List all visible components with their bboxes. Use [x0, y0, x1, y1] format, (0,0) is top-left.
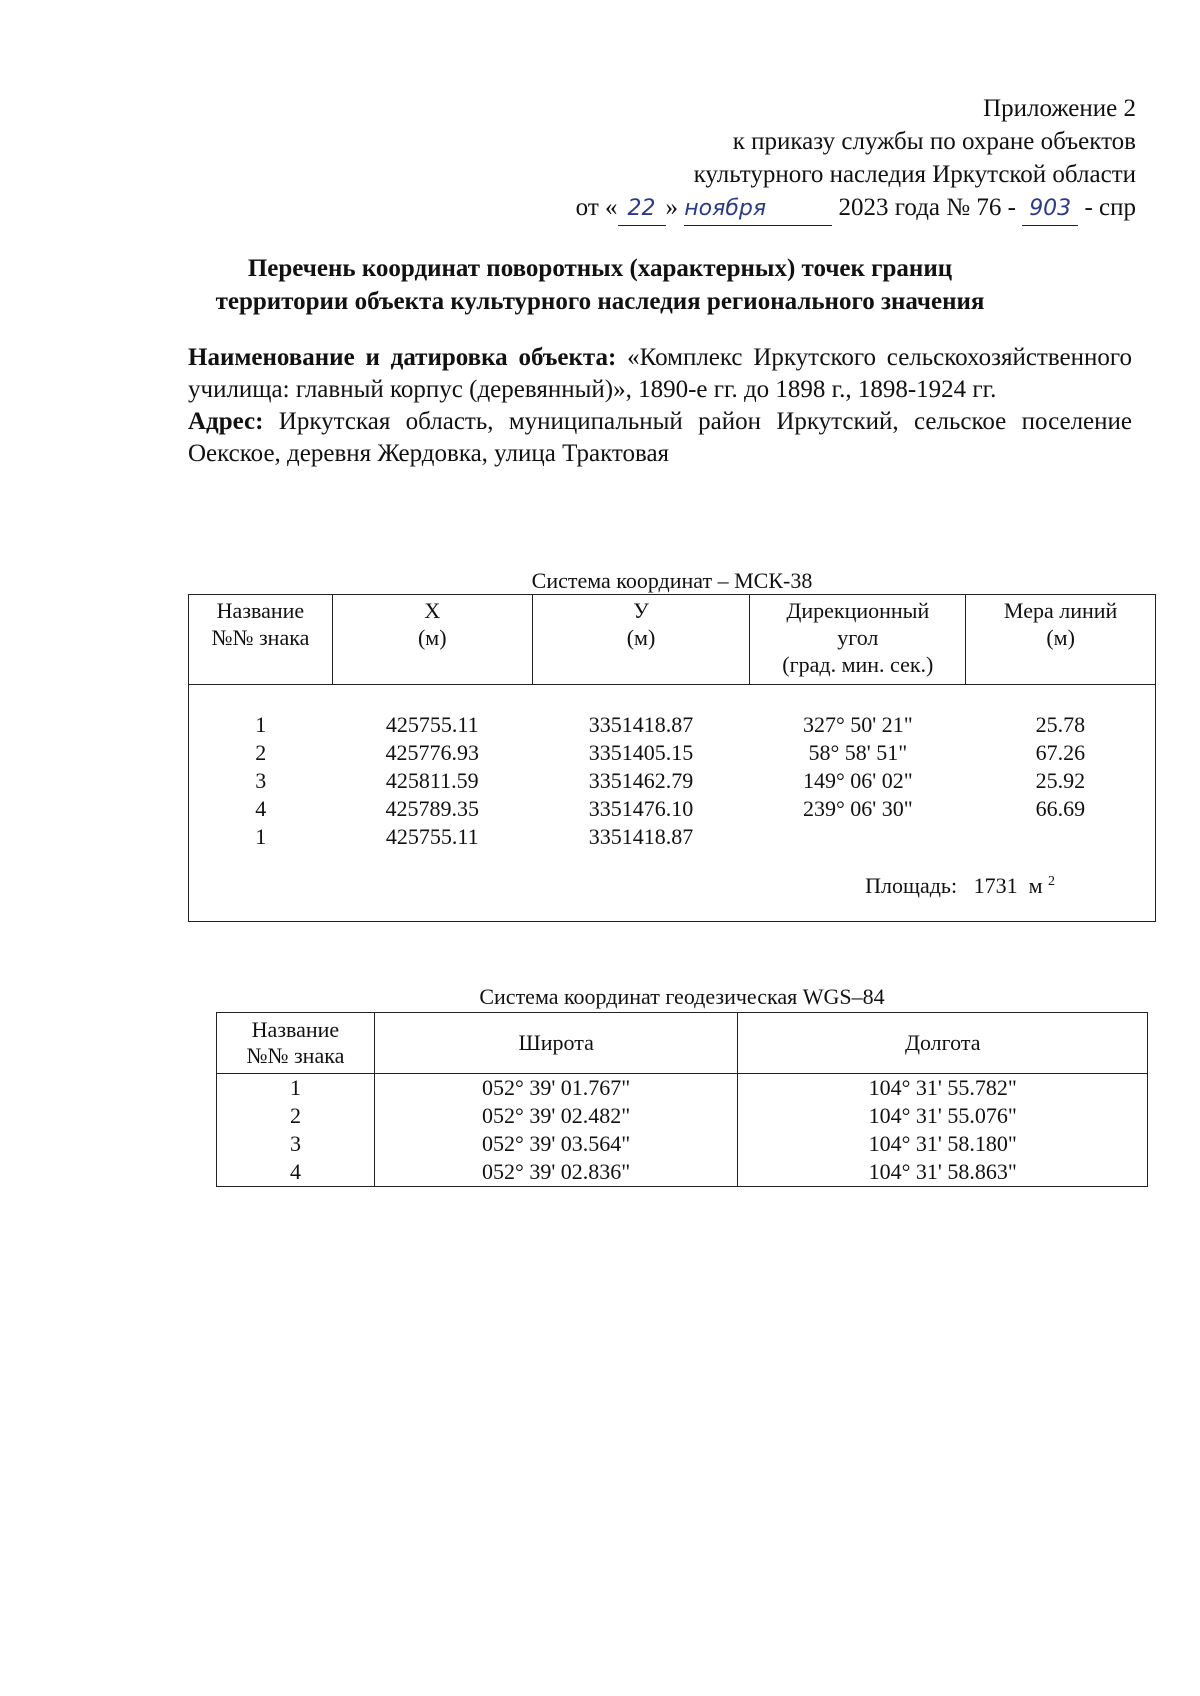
table-cell: 3351405.15	[588, 740, 694, 765]
header-text: (м)	[626, 625, 656, 650]
area-value: 1731	[973, 873, 1018, 898]
table-cell: 58° 58' 51"	[808, 740, 908, 765]
spacer-cell	[332, 685, 532, 712]
table-cell: 4	[217, 1158, 375, 1187]
table-row	[189, 795, 1156, 823]
wgs-header-cell	[738, 1013, 1148, 1074]
table-cell: 4	[189, 795, 333, 823]
header-text: Дирекционный	[786, 598, 930, 623]
table-cell: 3	[217, 1130, 375, 1158]
table-cell: 052° 39' 02.482"	[374, 1102, 738, 1130]
table-cell: 1	[217, 1074, 375, 1103]
area-power: 2	[1048, 874, 1055, 889]
object-name-value: «Комплекс Иркутского сельскохозяйственного училища: главный корпус (деревянный)», 1890-е гг. до 1898 г., 1898-1924 гг.	[188, 344, 1133, 403]
table-cell: 3351476.10	[588, 796, 694, 821]
order-date-line	[576, 191, 1136, 226]
table-cell: 052° 39' 02.836"	[374, 1158, 738, 1187]
wgs-header-cell	[374, 1013, 738, 1074]
date-mid: »	[665, 194, 679, 221]
header-text: Название	[251, 1017, 340, 1042]
header-text: Широта	[518, 1030, 594, 1055]
table-cell: 3351418.87	[588, 824, 694, 849]
object-address-label: Адрес:	[188, 408, 264, 435]
table-cell: 425811.59	[385, 768, 479, 793]
table-cell: 1	[189, 823, 333, 851]
object-address-paragraph	[188, 406, 1132, 470]
header-text: Название	[216, 598, 305, 623]
header-text: угол	[837, 625, 879, 650]
spacer-cell	[532, 685, 750, 712]
header-text: №№ знака	[211, 625, 310, 650]
object-address-value: Иркутская область, муниципальный район Иркутский, сельское поселение Оекское, деревня Жердовка, улица Трактовая	[188, 408, 1132, 467]
handwritten-order-number: 903	[1022, 192, 1078, 226]
table-cell: 104° 31' 55.076"	[738, 1102, 1148, 1130]
header-text: Долгота	[904, 1030, 981, 1055]
table-cell	[966, 823, 1156, 851]
area-label: Площадь:	[865, 873, 958, 898]
table-cell: 67.26	[966, 739, 1156, 767]
table-cell: 052° 39' 01.767"	[374, 1074, 738, 1103]
area-row	[189, 851, 1156, 922]
header-text: У	[633, 598, 649, 623]
title-line-1: Перечень координат поворотных (характерных) точек границ	[247, 255, 953, 282]
spacer-cell	[189, 685, 333, 712]
appendix-header	[576, 92, 1136, 226]
msk-coordinates-table	[188, 594, 1156, 922]
table-cell: 052° 39' 03.564"	[374, 1130, 738, 1158]
appendix-title: Приложение 2	[983, 95, 1136, 122]
wgs-caption: Система координат геодезическая WGS–84	[479, 984, 885, 1009]
object-name-label: Наименование и датировка объекта:	[188, 344, 617, 371]
authority-line: культурного наследия Иркутской области	[693, 161, 1136, 188]
table-cell: 2	[217, 1102, 375, 1130]
spacer-cell	[966, 685, 1156, 712]
table-cell: 25.78	[966, 711, 1156, 739]
table-cell: 3351462.79	[588, 768, 694, 793]
table-row	[217, 1074, 1148, 1103]
header-text: (м)	[1046, 625, 1075, 650]
table-cell	[750, 823, 966, 851]
wgs-coordinates-table	[216, 1012, 1148, 1187]
document-title	[100, 252, 1100, 318]
table-cell: 425776.93	[385, 740, 479, 765]
table-cell: 3	[189, 767, 333, 795]
table-cell: 239° 06' 30"	[802, 796, 913, 821]
object-description	[188, 342, 1132, 470]
table-row	[189, 739, 1156, 767]
table-row	[189, 823, 1156, 851]
table-cell: 25.92	[966, 767, 1156, 795]
header-text: №№ знака	[246, 1043, 345, 1068]
wgs-header-row	[217, 1013, 1148, 1074]
table-cell: 1	[189, 711, 333, 739]
header-text: Мера линий	[1003, 598, 1118, 623]
wgs-header-cell	[217, 1013, 375, 1074]
area-unit: м	[1028, 873, 1043, 898]
spacer-row	[189, 685, 1156, 712]
msk-header-cell	[532, 595, 750, 685]
msk-header-cell	[189, 595, 333, 685]
handwritten-month: ноября	[684, 192, 832, 226]
table-cell: 104° 31' 55.782"	[738, 1074, 1148, 1103]
header-text: (м)	[417, 625, 447, 650]
object-name-paragraph	[188, 342, 1132, 406]
table-row	[189, 767, 1156, 795]
order-reference-line: к приказу службы по охране объектов	[732, 128, 1136, 155]
header-text: (град. мин. сек.)	[782, 652, 934, 677]
table-cell: 3351418.87	[588, 712, 694, 737]
order-suffix: - спр	[1084, 194, 1136, 221]
title-line-2: территории объекта культурного наследия регионального значения	[215, 288, 985, 315]
date-prefix: от «	[575, 194, 618, 221]
handwritten-day: 22	[618, 192, 666, 226]
table-cell: 149° 06' 02"	[802, 768, 913, 793]
table-cell: 2	[189, 739, 333, 767]
table-cell: 104° 31' 58.180"	[738, 1130, 1148, 1158]
spacer-cell	[750, 685, 966, 712]
table-row	[217, 1102, 1148, 1130]
table-row	[217, 1158, 1148, 1187]
table-cell: 104° 31' 58.863"	[738, 1158, 1148, 1187]
date-year-text: 2023 года № 76 -	[838, 194, 1016, 221]
table-row	[189, 711, 1156, 739]
table-cell: 66.69	[966, 795, 1156, 823]
header-text: X	[424, 598, 441, 623]
msk-header-row	[189, 595, 1156, 685]
msk-header-cell	[750, 595, 966, 685]
table-row	[217, 1130, 1148, 1158]
area-cell	[189, 851, 1156, 922]
table-cell: 425755.11	[385, 824, 479, 849]
msk-caption: Система координат – МСК-38	[531, 568, 813, 593]
table-cell: 327° 50' 21"	[802, 712, 913, 737]
table-cell: 425755.11	[385, 712, 479, 737]
msk-header-cell	[332, 595, 532, 685]
table-cell: 425789.35	[385, 796, 479, 821]
msk-header-cell	[966, 595, 1156, 685]
